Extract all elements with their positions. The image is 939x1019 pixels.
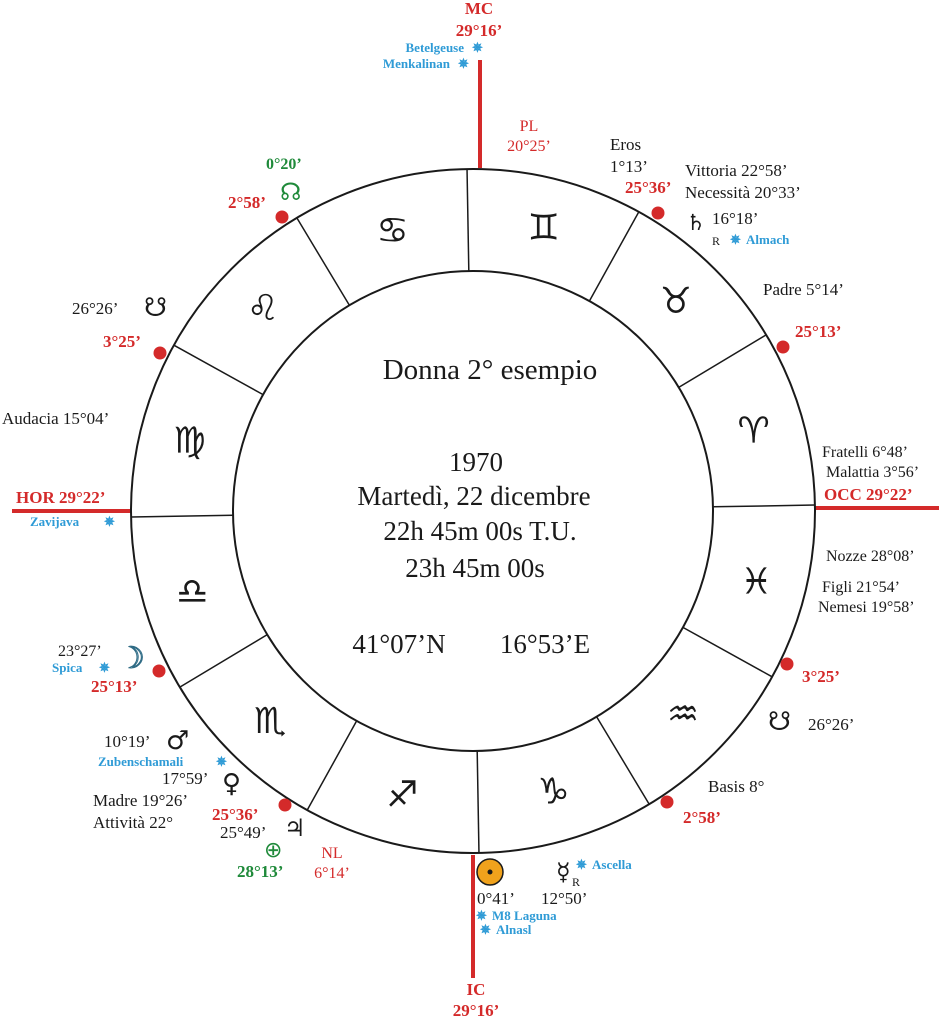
sagittarius-sign-icon: ♐ bbox=[386, 774, 419, 816]
jupiter-icon: ♃ bbox=[284, 814, 306, 842]
mercury-retro: R bbox=[572, 875, 581, 889]
jupiter-degree: 25°49’ bbox=[220, 823, 267, 842]
cusp-degree: 25°13’ bbox=[795, 322, 842, 341]
star-icon: ✵ bbox=[472, 40, 483, 55]
malattia-label: Malattia 3°56’ bbox=[826, 464, 920, 481]
star-menkalinan: Menkalinan bbox=[382, 56, 450, 71]
audacia-label: Audacia 15°04’ bbox=[2, 409, 110, 428]
star-icon: ✵ bbox=[576, 857, 587, 872]
padre-label: Padre 5°14’ bbox=[763, 280, 844, 299]
chart-date: Martedì, 22 dicembre bbox=[357, 481, 591, 511]
pisces-sign-icon: ♓ bbox=[740, 561, 773, 603]
star-almach: Almach bbox=[746, 232, 790, 247]
mc-degree: 29°16’ bbox=[455, 21, 503, 40]
capricorn-sign-icon: ♑ bbox=[537, 771, 570, 813]
cusp-degree: 25°36’ bbox=[212, 805, 259, 824]
aquarius-sign-icon: ♒ bbox=[666, 693, 700, 735]
north-node-degree: 0°20’ bbox=[266, 156, 302, 173]
madre-label: Madre 19°26’ bbox=[93, 791, 189, 810]
sun-degree: 0°41’ bbox=[477, 889, 515, 908]
star-icon: ✵ bbox=[99, 660, 110, 675]
chart-title: Donna 2° esempio bbox=[382, 354, 598, 386]
star-icon: ✵ bbox=[216, 754, 227, 769]
cusp-dot bbox=[153, 665, 166, 678]
cusp-dot bbox=[154, 347, 167, 360]
north-node-icon: ☊ bbox=[280, 178, 302, 206]
gemini-sign-icon: ♊ bbox=[527, 207, 560, 249]
libra-sign-icon: ♎ bbox=[176, 571, 209, 613]
virgo-sign-icon: ♍ bbox=[173, 420, 206, 462]
earth-icon: ⊕ bbox=[264, 838, 283, 863]
star-spica: Spica bbox=[52, 660, 83, 675]
scorpio-sign-icon: ♏ bbox=[254, 701, 287, 743]
occ-label: OCC 29°22’ bbox=[824, 485, 913, 504]
south-node-icon: ☋ bbox=[144, 293, 168, 323]
nozze-label: Nozze 28°08’ bbox=[826, 548, 915, 565]
cusp-degree: 25°13’ bbox=[91, 677, 138, 696]
cusp-dot bbox=[661, 796, 674, 809]
cusp-dot bbox=[276, 211, 289, 224]
cusp-dot bbox=[279, 799, 292, 812]
mercury-icon: ☿ bbox=[556, 858, 571, 886]
pl-degree: 20°25’ bbox=[507, 138, 551, 155]
pl-label: PL bbox=[519, 118, 539, 135]
chart-time-ut: 22h 45m 00s T.U. bbox=[383, 516, 577, 546]
cusp-dot bbox=[781, 658, 794, 671]
cusp-degree: 3°25’ bbox=[802, 667, 840, 686]
inner-ring bbox=[233, 271, 713, 751]
moon-icon: ☽ bbox=[118, 641, 145, 676]
star-ascella: Ascella bbox=[592, 857, 632, 872]
south-node-degree: 26°26’ bbox=[72, 299, 119, 318]
star-betelgeuse: Betelgeuse bbox=[405, 40, 464, 55]
chart-time-local: 23h 45m 00s bbox=[405, 553, 545, 583]
nl-degree: 6°14’ bbox=[314, 865, 350, 882]
ic-label: IC bbox=[466, 980, 486, 999]
cusp-degree: 3°25’ bbox=[103, 332, 141, 351]
aries-sign-icon: ♈ bbox=[737, 410, 770, 452]
saturn-icon: ♄ bbox=[686, 211, 706, 236]
saturn-degree: 16°18’ bbox=[712, 209, 759, 228]
venus-degree: 17°59’ bbox=[162, 769, 209, 788]
chart-longitude: 16°53’E bbox=[499, 629, 591, 659]
star-icon: ✵ bbox=[730, 232, 741, 247]
nemesi-label: Nemesi 19°58’ bbox=[818, 599, 915, 616]
star-icon: ✵ bbox=[476, 908, 487, 923]
mars-degree: 10°19’ bbox=[104, 732, 151, 751]
sun-icon-dot bbox=[488, 870, 493, 875]
mercury-degree: 12°50’ bbox=[541, 889, 588, 908]
cusp-degree: 25°36’ bbox=[625, 178, 672, 197]
moon-degree: 23°27’ bbox=[58, 643, 102, 660]
cusp-dot bbox=[652, 207, 665, 220]
cancer-sign-icon: ♋ bbox=[376, 210, 409, 252]
taurus-sign-icon: ♉ bbox=[659, 280, 692, 322]
basis-label: Basis 8° bbox=[708, 777, 765, 796]
ic-degree: 29°16’ bbox=[452, 1001, 500, 1019]
south-node-icon: ☋ bbox=[768, 707, 792, 737]
chart-latitude: 41°07’N bbox=[352, 629, 446, 659]
attivita-label: Attività 22° bbox=[93, 813, 173, 832]
mars-icon: ♂ bbox=[166, 726, 190, 756]
star-icon: ✵ bbox=[480, 922, 491, 937]
star-alnasl: Alnasl bbox=[496, 922, 532, 937]
nl-label: NL bbox=[321, 845, 343, 862]
fratelli-label: Fratelli 6°48’ bbox=[822, 444, 908, 461]
hor-label: HOR 29°22’ bbox=[16, 488, 106, 507]
chart-year: 1970 bbox=[449, 447, 503, 477]
eros-degree: 1°13’ bbox=[610, 157, 648, 176]
saturn-retro: R bbox=[712, 234, 721, 248]
star-icon: ✵ bbox=[458, 56, 469, 71]
mc-label: MC bbox=[464, 0, 494, 18]
leo-sign-icon: ♌ bbox=[246, 288, 280, 330]
cusp-dot bbox=[777, 341, 790, 354]
cusp-degree: 2°58’ bbox=[228, 193, 266, 212]
figli-label: Figli 21°54’ bbox=[822, 579, 900, 596]
star-zubenschamali: Zubenschamali bbox=[98, 754, 184, 769]
cusp-degree: 2°58’ bbox=[683, 808, 721, 827]
eros-label: Eros bbox=[610, 135, 642, 154]
vittoria-label: Vittoria 22°58’ bbox=[685, 161, 788, 180]
south-node-degree: 26°26’ bbox=[808, 715, 855, 734]
zavijava-label: Zavijava bbox=[30, 514, 80, 529]
star-m8-laguna: M8 Laguna bbox=[492, 908, 557, 923]
necessita-label: Necessità 20°33’ bbox=[685, 183, 801, 202]
venus-icon: ♀ bbox=[222, 769, 242, 799]
earth-degree: 28°13’ bbox=[237, 862, 284, 881]
star-icon: ✵ bbox=[104, 514, 115, 529]
